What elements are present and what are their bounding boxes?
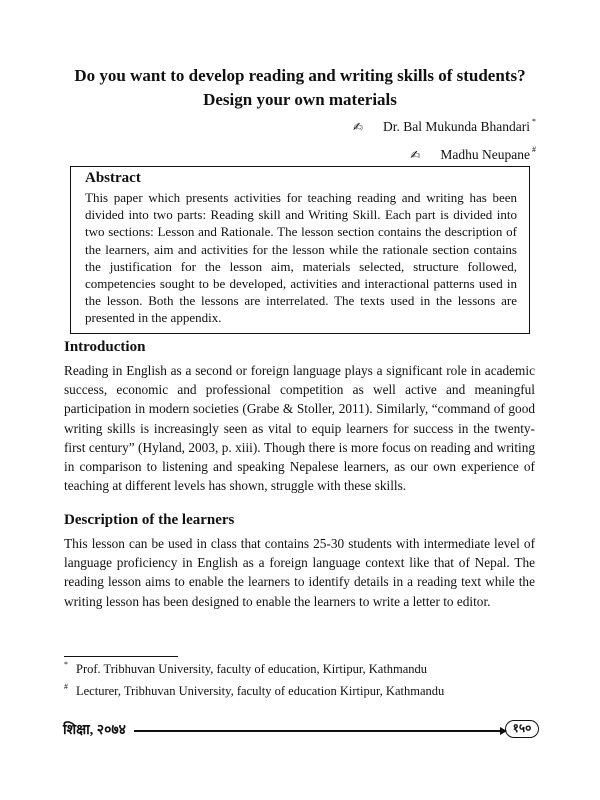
footnote-divider [64, 656, 178, 657]
author-name: Madhu Neupane [440, 147, 530, 162]
author-name: Dr. Bal Mukunda Bhandari [383, 119, 530, 134]
author-1 [353, 119, 536, 135]
title-line-1: Do you want to develop reading and writing skills of students? [74, 66, 526, 85]
running-head: शिक्षा, २०७४ [63, 723, 126, 738]
pen-icon: ✍ [410, 148, 421, 162]
section-body-introduction: Reading in English as a second or foreign language plays a significant role in academic success, economic and professional competition as well active and meaningful participation in modern societies (Grabe & Stoller, 2011). Similarly, “command of good writing skills is increasingly seen as vital to equip learners for success in the twenty-first century” (Hyland, 2003, p. xiii). Though there is more focus on reading and writing in comparison to listening and speaking Nepalese learners, as our own experience of teaching at different levels has shown, struggle with these skills. [64, 363, 535, 494]
abstract-body: This paper which presents activities for teaching reading and writing has been divided into two parts: Reading skill and Writing Skill. Each part is divided into two sections: Lesson and Rationale. The lesson section contains the description of the learners, aim and activities for the lesson while the rationale section contains the justification for the lesson aim, materials selected, structure followed, competencies sought to be developed, activities and interactional patterns used in the lesson. Both the lessons are interrelated. The texts used in the lessons are presented in the appendix. [85, 190, 517, 326]
footnote-mark: # [64, 682, 68, 691]
paper-title [40, 64, 560, 112]
page-number: १५० [505, 720, 539, 738]
author-mark: # [532, 145, 536, 154]
section-body-learners: This lesson can be used in class that contains 25-30 students with intermediate level of language proficiency in English as a foreign language context like that of Nepal. The reading lesson aims to enable the learners to identify details in a reading text while the writing lesson has been designed to enable the learners to write a letter to editor. [64, 536, 535, 609]
footnote-text: Lecturer, Tribhuvan University, faculty of education Kirtipur, Kathmandu [76, 684, 445, 698]
footer-rule [134, 730, 506, 732]
footnote-1 [64, 662, 427, 677]
section-heading-learners: Description of the learners [64, 512, 235, 528]
section-heading-introduction: Introduction [64, 339, 146, 355]
author-2 [410, 147, 536, 163]
footnote-text: Prof. Tribhuvan University, faculty of education, Kirtipur, Kathmandu [76, 662, 428, 676]
pen-icon: ✍ [352, 120, 364, 134]
footnote-mark: * [64, 660, 68, 669]
abstract-heading: Abstract [85, 170, 141, 186]
footnote-2 [64, 684, 444, 699]
author-mark: * [532, 117, 536, 126]
title-line-2: Design your own materials [203, 90, 397, 109]
abstract-box [70, 166, 530, 334]
